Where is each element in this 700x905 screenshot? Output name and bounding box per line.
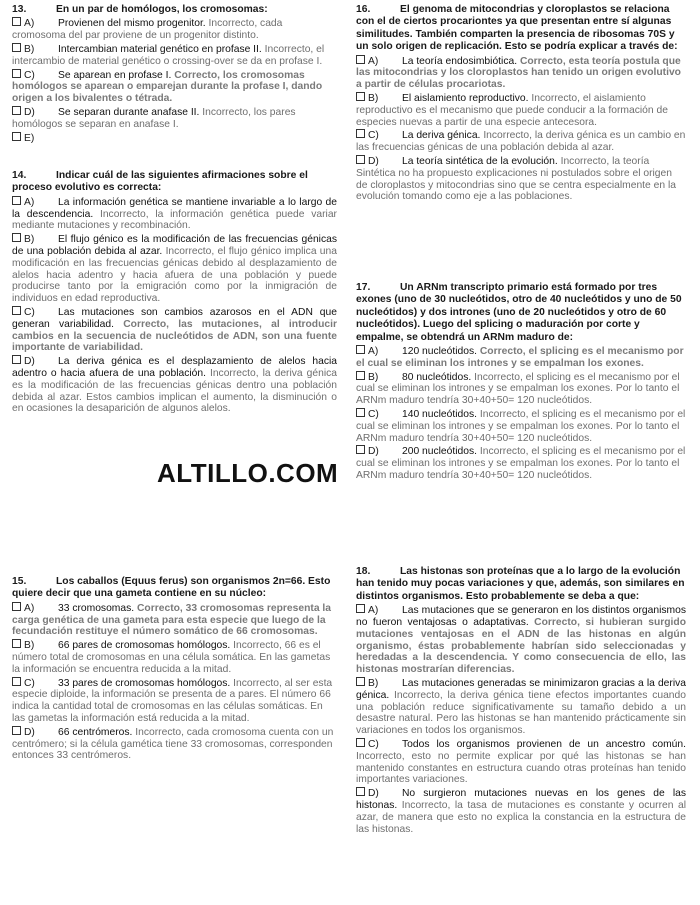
option-c[interactable]: C) Todos los organismos provienen de un ancestro común. Incorrecto, esto no permite explicar por qué las histonas se han mantenido constantes en estructura cuando otras proteínas han tenido importantes variaciones. — [356, 738, 686, 786]
checkbox-icon[interactable] — [356, 129, 365, 138]
checkbox-icon[interactable] — [12, 17, 21, 26]
checkbox-icon[interactable] — [356, 677, 365, 686]
question-17 — [356, 282, 686, 483]
option-b[interactable]: B) Las mutaciones generadas se minimizaron gracias a la deriva génica. Incorrecto, la deriva génica tiene efectos importantes cuando una población reduce significativamente su tamaño debido a un desastre natural. Pero las histonas se han mantenido prácticamente sin variaciones en todos los organismos. — [356, 678, 686, 737]
checkbox-icon[interactable] — [12, 106, 21, 115]
option-a[interactable]: A) Provienen del mismo progenitor. Incorrecto, cada cromosoma del par proviene de un progenitor distinto. — [12, 18, 283, 42]
checkbox-icon[interactable] — [12, 602, 21, 611]
option-b[interactable]: B) El flujo génico es la modificación de las frecuencias génicas de una población debida al azar. Incorrecto, el flujo génico implica una modificación en las frecuencias génicas debido al desplazamiento de alelos hacia adentro y hacia afuera de una población y puede producirse tanto por la emigración como por la inmigración de individuos en edad reproductiva. — [12, 234, 337, 305]
checkbox-icon[interactable] — [356, 55, 365, 64]
checkbox-icon[interactable] — [356, 92, 365, 101]
option-a[interactable]: A) 33 cromosomas. Correcto, 33 cromosomas representa la carga genética de una gameta para esta especie que luego de la fecundación restituye el número somático de 66 cromosomas. — [12, 602, 332, 638]
option-b[interactable]: B) Intercambian material genético en profase II. Incorrecto, el intercambio de material genético o crossing-over se da en profase I. — [12, 44, 325, 67]
checkbox-icon[interactable] — [12, 233, 21, 242]
option-b[interactable]: B) 80 nucleótidos. Incorrecto, el splicing es el mecanismo por el cual se eliminan los intrones y se empalman los exones. Por lo tanto el ARNm maduro tendría 30+40+50= 120 nucleótidos. — [356, 371, 680, 407]
option-d[interactable]: D) 66 centrómeros. Incorrecto, cada cromosoma cuenta con un centrómero; si la célula gamética tiene 33 cromosomas, corresponden entonces 33 centrómeros. — [12, 726, 334, 762]
option-c[interactable]: C) 140 nucleótidos. Incorrecto, el splicing es el mecanismo por el cual se eliminan los intrones y se empalman los exones. Por lo tanto el ARNm maduro tendría 30+40+50= 120 nucleótidos. — [356, 409, 686, 444]
question-title: 18. Las histonas son proteínas que a lo largo de la evolución han tenido muy pocas variaciones y que, además, son similares en distintos organismos. Esto probablemente se deba a que: — [356, 566, 685, 602]
question-15 — [12, 576, 337, 763]
option-d[interactable]: D) Se separan durante anafase II. Incorrecto, los pares homólogos se separan en anafase I. — [12, 106, 296, 130]
question-title: 14. Indicar cuál de las siguientes afirmaciones sobre el proceso evolutivo es correcta: — [12, 170, 308, 194]
option-c[interactable]: C) 33 pares de cromosomas homólogos. Incorrecto, al ser esta especie diploide, la información se presenta de a pares. El número 66 indica la cantidad total de cromosomas en las células somáticas. En las gametas la información está reducida a la mitad. — [12, 677, 333, 724]
option-a[interactable]: A) La información genética se mantiene invariable a lo largo de la descendencia. Incorrecto, la información genética puede variar mediante mutaciones y recombinación. — [12, 196, 337, 232]
option-d[interactable]: D) La teoría sintética de la evolución. Incorrecto, la teoría Sintética no ha propuesto explicaciones ni postulados sobre el origen de cloroplastos y mitocondrias sino que se centra especialmente en la evolución tomando como eje a las poblaciones. — [356, 156, 676, 203]
option-a[interactable]: A) La teoría endosimbiótica. Correcto, esta teoría postula que las mitocondrias y los cloroplastos han tenido un origen evolutivo a partir de células procariotas. — [356, 55, 681, 91]
question-title: 17. Un ARNm transcripto primario está formado por tres exones (uno de 30 nucleótidos, otro de 40 nucleótidos y uno de 50 nucleótidos) y dos intrones (uno de 20 nucleótidos y otro de 60 nucleótidos). Luego del splicing o maduración por corte y empalme, se obtendrá un ARNm maduro de: — [356, 282, 682, 343]
option-c[interactable]: C) Las mutaciones son cambios azarosos en el ADN que generan variabilidad. Correcto, las mutaciones, al introducir cambios en la secuencia de nucleótidos de ADN, son una fuente importante de variabilidad. — [12, 306, 337, 354]
question-18 — [356, 566, 686, 836]
option-a[interactable]: A) 120 nucleótidos. Correcto, el splicing es el mecanismo por el cual se eliminan los intrones y se empalman los exones. — [356, 346, 684, 369]
checkbox-icon[interactable] — [356, 787, 365, 796]
watermark-logo: ALTILLO.COM — [157, 458, 339, 488]
checkbox-icon[interactable] — [12, 639, 21, 648]
option-c[interactable]: C) La deriva génica. Incorrecto, la deriva génica es un cambio en las frecuencias génicas de una población debida al azar. — [356, 130, 686, 154]
option-d[interactable]: D) La deriva génica es el desplazamiento de alelos hacia adentro o hacia afuera de una población. Incorrecto, la deriva génica es la modificación de las frecuencias génicas dentro una población debida al azar. Estos cambios implican el aumento, la disminución o en ocasiones la desaparición de algunos alelos. — [12, 356, 337, 415]
option-b[interactable]: B) 66 pares de cromosomas homólogos. Incorrecto, 66 es el número total de cromosomas en una célula somática. En las gametas la información se encuentra reducida a la mitad. — [12, 640, 331, 675]
checkbox-icon[interactable] — [356, 408, 365, 417]
checkbox-icon[interactable] — [356, 155, 365, 164]
checkbox-icon[interactable] — [12, 132, 21, 141]
question-16 — [356, 4, 686, 204]
option-d[interactable]: D) No surgieron mutaciones nuevas en los genes de las histonas. Incorrecto, la tasa de mutaciones es constante y ocurren al azar, de manera que esto no explica la constancia en la estructura de las histonas. — [356, 788, 686, 835]
question-title: 15. Los caballos (Equus ferus) son organismos 2n=66. Esto quiere decir que una gameta contiene en su núcleo: — [12, 576, 331, 600]
question-13 — [12, 4, 337, 145]
checkbox-icon[interactable] — [12, 726, 21, 735]
question-title: 13. En un par de homólogos, los cromosomas: — [12, 4, 268, 15]
option-d[interactable]: D) 200 nucleótidos. Incorrecto, el splicing es el mecanismo por el cual se eliminan los intrones y se empalman los exones. Por lo tanto el ARNm maduro tendría 30+40+50= 120 nucleótidos. — [356, 446, 686, 481]
checkbox-icon[interactable] — [356, 345, 365, 354]
checkbox-icon[interactable] — [12, 196, 21, 205]
option-e[interactable]: E) — [12, 132, 337, 145]
checkbox-icon[interactable] — [356, 604, 365, 613]
option-a[interactable]: A) Las mutaciones que se generaron en los distintos organismos no fueron ventajosas o adaptativas. Correcto, si hubieran surgido mutaciones ventajosas en el ADN de las histonas en algún organismo, éstas probablemente habrían sido seleccionadas y heredadas a la descendencia. Y como consecuencia de ello, las histonas mostrarían diferencias. — [356, 605, 686, 676]
checkbox-icon[interactable] — [12, 355, 21, 364]
question-title: 16. El genoma de mitocondrias y cloroplastos se relaciona con el de ciertos procariontes ya que presentan entre sí algunas similitudes. También comparten la presencia de ribosomas 70S y un solo origen de replicación. Esto se podría explicar a través de: — [356, 4, 678, 53]
option-b[interactable]: B) El aislamiento reproductivo. Incorrecto, el aislamiento reproductivo es el mecanismo que puede conducir a la formación de especies nuevas a partir de una especie antecesora. — [356, 93, 668, 128]
option-c[interactable]: C) Se aparean en profase I. Correcto, los cromosomas homólogos se aparean o emparejan durante la profase I, dando origen a los bivalentes o tétrada. — [12, 69, 323, 105]
question-14 — [12, 170, 337, 416]
checkbox-icon[interactable] — [12, 306, 21, 315]
checkbox-icon[interactable] — [12, 43, 21, 52]
checkbox-icon[interactable] — [356, 371, 365, 380]
checkbox-icon[interactable] — [356, 738, 365, 747]
checkbox-icon[interactable] — [356, 445, 365, 454]
checkbox-icon[interactable] — [12, 677, 21, 686]
checkbox-icon[interactable] — [12, 69, 21, 78]
